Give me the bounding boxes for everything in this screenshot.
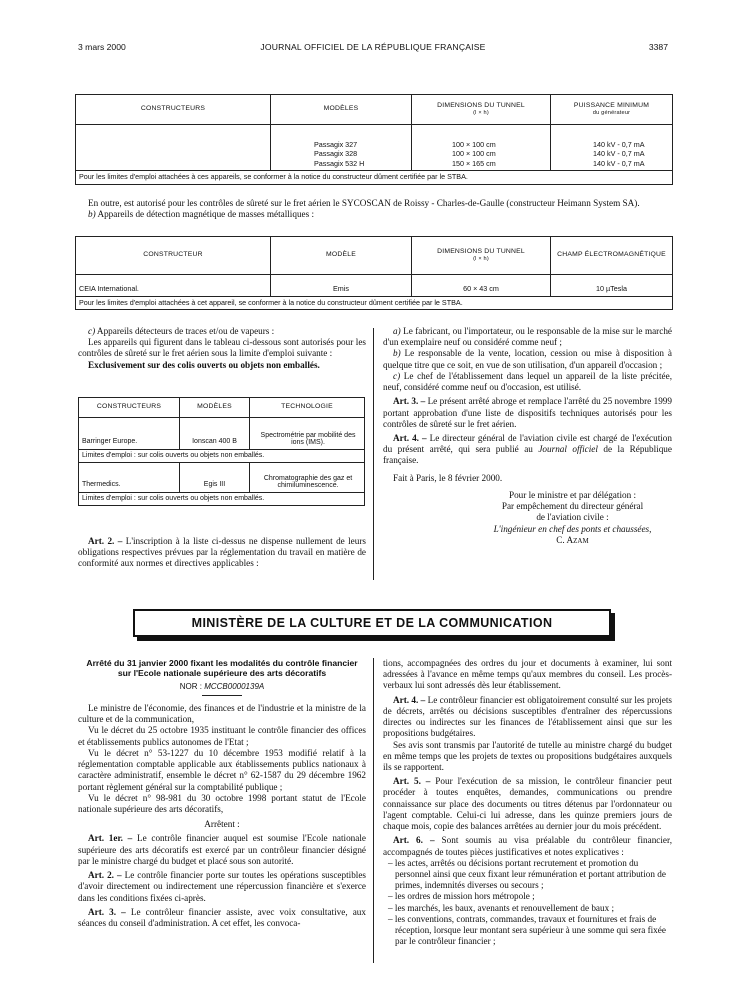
paragraph: Vu le décret du 25 octobre 1935 instituant le contrôle financier des offices et établissements publics autonomes de l'Etat ;: [78, 725, 366, 747]
xray-equipment-table: [75, 94, 673, 185]
page-header: [78, 42, 668, 54]
title-divider: [202, 695, 242, 696]
nor-reference: NOR : MCCB0000139A: [179, 682, 265, 692]
table-row: Barringer Europe. Ionscan 400 B Spectrométrie par mobilité des ions (IMS).: [79, 418, 365, 450]
col-header-modeles: MODÈLES: [271, 95, 412, 125]
table-row: Passagix 327 Passagix 328 Passagix 532 H 100 × 100 cm 100 × 100 cm 150 × 165 cm 140 kV - 0,7 mA 140 kV - 0,7 mA 140 kV - 0,7 mA: [76, 125, 673, 171]
article-2: Art. 2. – L'inscription à la liste ci-dessus ne dispense nullement de leurs obligations respectives prévues par la réglementation du travail en matière de conformité aux normes et directives applicables :: [78, 536, 366, 569]
article-3: Art. 3. – Le présent arrêté abroge et remplace l'arrêté du 25 novembre 1999 portant approbation d'une liste de dispositifs techniques autorisés pour les contrôles de sûreté sur le fret aérien.: [383, 396, 672, 429]
left-column-art2: [78, 536, 366, 570]
text-block: [78, 198, 672, 220]
paragraph-appareils: Les appareils qui figurent dans le tableau ci-dessous sont autorisés pour les contrôles de sûreté sur le fret aérien sous la limite d'emploi suivante :: [78, 337, 366, 359]
article-5: Art. 5. – Pour l'exécution de sa mission, le contrôleur financier peut procéder à toutes enquêtes, demandes, communications ou prendre connaissance sur place des documents ou titres détenus par l'ordonnateur ou l'agent comptable. Celui-ci lui adresse, dans les quinze premiers jours de chaque mois, copie des balances arrêtées au dernier jour du mois précédent.: [383, 776, 672, 832]
paragraph-b: b) Le responsable de la vente, location, cession ou mise à disposition à quelque titre que ce soit, en vue de son utilisation, d'un appareil d'occasion ;: [383, 348, 672, 370]
paragraph: Vu le décret n° 98-981 du 30 octobre 1998 portant statut de l'Ecole nationale supérieure des arts décoratifs,: [78, 792, 366, 814]
table-note: Limites d'emploi : sur colis ouverts ou objets non emballés.: [79, 493, 365, 506]
col-header-modele: MODÈLE: [271, 237, 412, 275]
table-note: Pour les limites d'emploi attachées à cet appareil, se conformer à la notice du constructeur dûment certifiée par le STBA.: [76, 297, 673, 310]
header-date: 3 mars 2000: [78, 42, 126, 52]
lower-right-column: [383, 658, 672, 947]
column-divider: [373, 658, 374, 963]
paragraph-a: a) Le fabricant, ou l'importateur, ou le responsable de la mise sur le marché d'un exemplaire neuf ou considéré comme neuf ;: [383, 326, 672, 348]
paragraph-c: c) Le chef de l'établissement dans lequel un appareil de la liste précitée, neuf, considéré comme neuf ou d'occasion, est utilisé.: [383, 370, 672, 393]
ministry-banner: MINISTÈRE DE LA CULTURE ET DE LA COMMUNICATION: [133, 609, 611, 637]
fait-a-paris: Fait à Paris, le 8 février 2000.: [393, 472, 503, 483]
article-2: Art. 2. – Le contrôle financier porte sur toutes les opérations susceptibles d'avoir directement ou indirectement une répercussion financière et s'exerce dans les conditions fixées ci-après.: [78, 870, 366, 903]
list-item: – les ordres de mission hors métropole ;: [383, 891, 672, 902]
col-header-champ: CHAMP ÉLECTROMAGNÉTIQUE: [551, 237, 673, 275]
col-header-constructeur: CONSTRUCTEUR: [76, 237, 271, 275]
arretent: Arrêtent :: [204, 819, 240, 830]
article-3: Art. 3. – Le contrôleur financier assiste, avec voix consultative, aux séances du conseil d'administration. A cet effet, les convoca-: [78, 906, 366, 928]
article-6: Art. 6. – Sont soumis au visa préalable du contrôleur financier, accompagnés de toutes pièces justificatives et notes explicatives :: [383, 835, 672, 857]
list-item: – les marchés, les baux, avenants et renouvellement de baux ;: [383, 903, 672, 914]
paragraph: Ses avis sont transmis par l'autorité de tutelle au ministre chargé du budget en même temps que les projets de textes ou propositions budgétaires auxquels ils se rapportent.: [383, 739, 672, 772]
article-1: Art. 1er. – Le contrôle financier auquel est soumise l'Ecole nationale supérieure des arts décoratifs est exercé par un contrôleur financier désigné par le ministre chargé du budget et placé sous son autorité.: [78, 833, 366, 866]
col-header-modeles: MODÈLES: [180, 398, 250, 418]
paragraph-b: b) Appareils de détection magnétique de masses métalliques :: [88, 209, 315, 220]
trace-detector-table: [78, 397, 365, 506]
decree-title: Arrêté du 31 janvier 2000 fixant les modalités du contrôle financier sur l'Ecole nationale supérieure des arts décoratifs: [86, 658, 358, 679]
table-note: Pour les limites d'emploi attachées à ces appareils, se conformer à la notice du constructeur dûment certifiée par le STBA.: [76, 171, 673, 185]
header-page-number: 3387: [648, 42, 668, 52]
left-column: [78, 326, 366, 371]
col-header-dimensions: DIMENSIONS DU TUNNEL (l × h): [412, 95, 551, 125]
col-header-technologie: TECHNOLOGIE: [250, 398, 365, 418]
table-row: Thermedics. Egis III Chromatographie des gaz et chimiluminescence.: [79, 463, 365, 493]
article-4: Art. 4. – Le contrôleur financier est obligatoirement consulté sur les projets de décrets, arrêtés ou décisions susceptibles d'entraîner des répercussions directes ou indirectes sur les finances de l'établissement ainsi que sur les propositions budgétaires.: [383, 694, 672, 739]
signature-block: Pour le ministre et par délégation : Par empêchement du directeur général de l'aviation civile : L'ingénieur en chef des ponts et chaussées, C. AZAM: [493, 489, 652, 545]
table-row: CEIA International. Emis 60 × 43 cm 10 µTesla: [76, 275, 673, 297]
paragraph: Vu le décret n° 53-1227 du 10 décembre 1953 modifié relatif à la réglementation comptable applicable aux établissements publics nationaux à caractère administratif, ensemble le décret n° 62-1587 du 29 décembre 1962 portant règlement général sur la comptabilité publique ;: [78, 747, 366, 792]
table-note: Limites d'emploi : sur colis ouverts ou objets non emballés.: [79, 450, 365, 463]
article-4: Art. 4. – Le directeur général de l'aviation civile est chargé de l'exécution du présent arrêté, qui sera publié au Journal officiel de la République française.: [383, 432, 672, 466]
header-journal-title: JOURNAL OFFICIEL DE LA RÉPUBLIQUE FRANÇAISE: [260, 42, 486, 52]
paragraph-exclusivement: Exclusivement sur des colis ouverts ou objets non emballés.: [88, 359, 320, 370]
col-header-puissance: PUISSANCE MINIMUM du générateur: [551, 95, 673, 125]
paragraph: tions, accompagnées des ordres du jour et documents à examiner, lui sont adressées à l'avance en même temps qu'aux membres du conseil. Les procès-verbaux lui sont adressés dès leur établissement.: [383, 658, 672, 691]
magnetic-detector-table: [75, 236, 673, 310]
paragraph: Le ministre de l'économie, des finances et de l'industrie et la ministre de la culture et de la communication,: [78, 703, 366, 725]
col-header-dimensions: DIMENSIONS DU TUNNEL (l × h): [412, 237, 551, 275]
paragraph-c: c) Appareils détecteurs de traces et/ou de vapeurs :: [88, 326, 275, 336]
col-header-constructeurs: CONSTRUCTEURS: [76, 95, 271, 125]
column-divider: [373, 328, 374, 580]
list-item: – les actes, arrêtés ou décisions portant recrutement et promotion du personnel ainsi que ceux fixant leur rémunération et portant attribution de primes, indemnités diverses ou secours ;: [383, 858, 672, 892]
visa-list: [383, 858, 672, 948]
paragraph-sycoscan: En outre, est autorisé pour les contrôles de sûreté sur le fret aérien le SYCOSCAN de Roissy - Charles-de-Gaulle (constructeur Heimann System SA).: [88, 198, 640, 208]
lower-left-column: [78, 658, 366, 929]
list-item: – les conventions, contrats, commandes, travaux et fournitures et frais de réception, lorsque leur montant sera supérieur à une somme qui sera fixée par le contrôleur financier ;: [383, 914, 672, 948]
right-column: [383, 326, 672, 546]
col-header-constructeurs: CONSTRUCTEURS: [79, 398, 180, 418]
